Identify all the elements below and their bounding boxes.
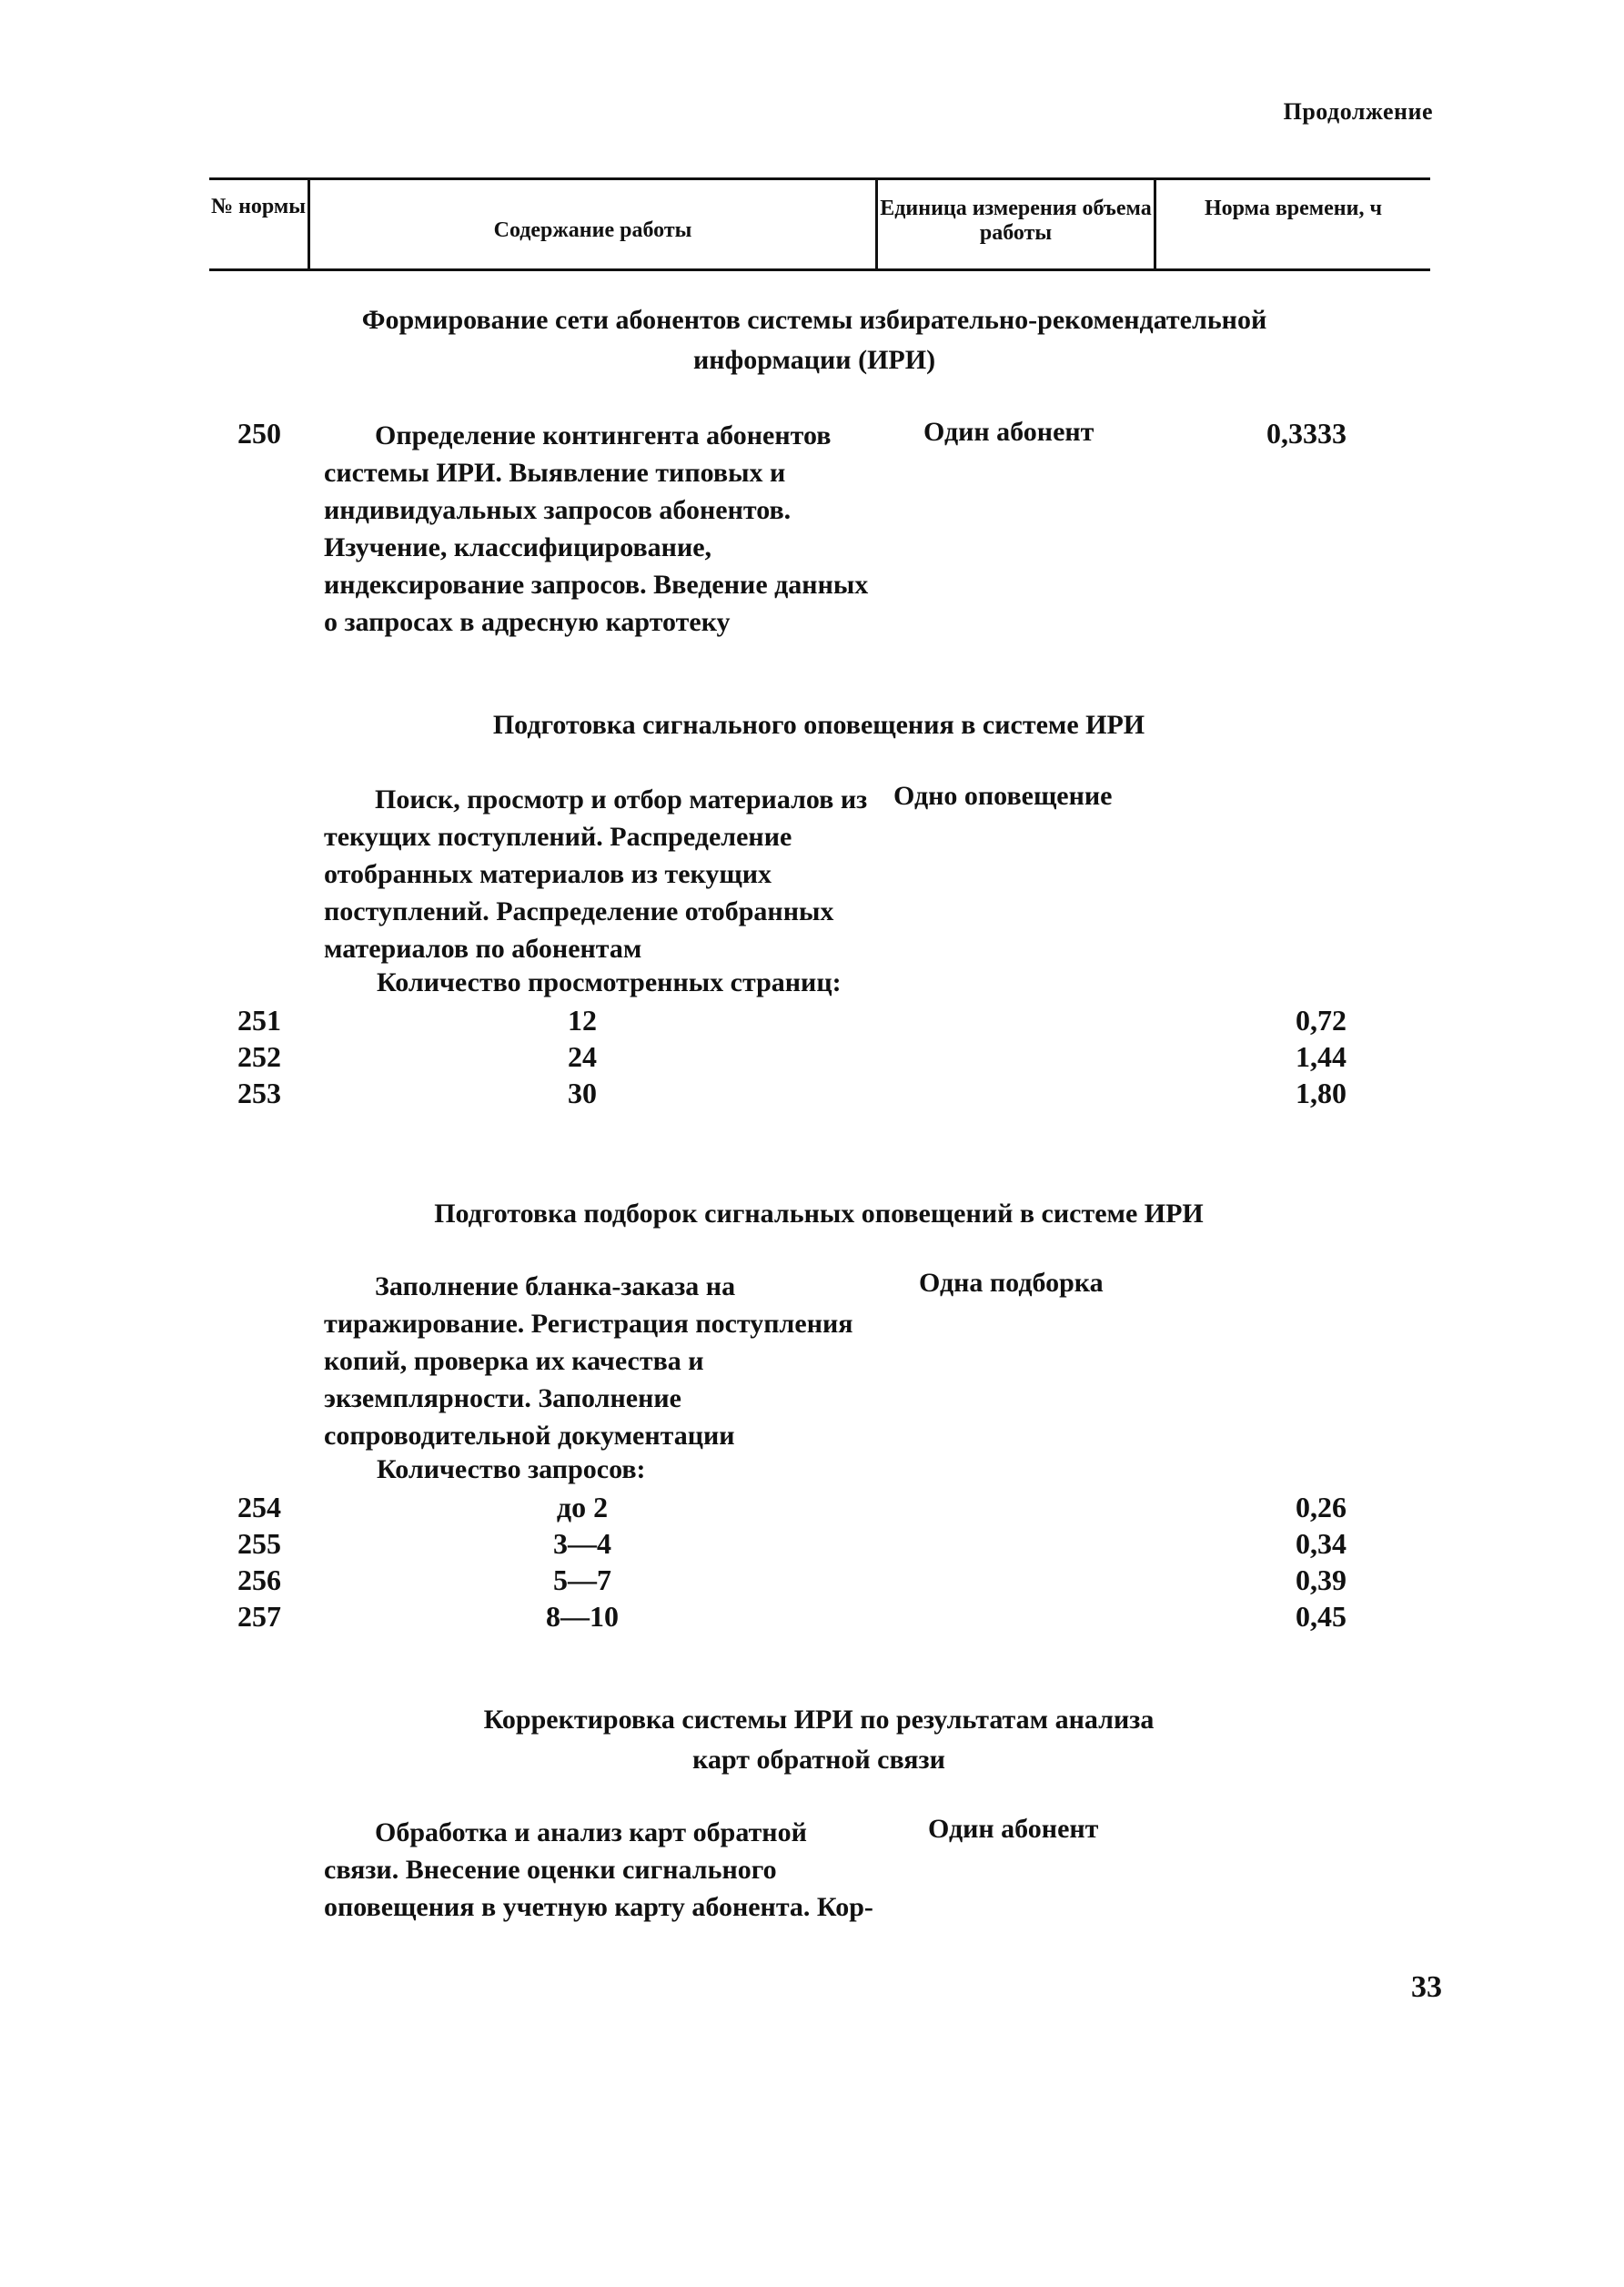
running-header: Продолжение xyxy=(1283,98,1433,125)
time-norm-value: 1,80 xyxy=(1296,1077,1347,1109)
parameter-value: до 2 xyxy=(556,1491,609,1523)
parameter-value: 30 xyxy=(568,1077,597,1109)
section-title: Подготовка подборок сигнальных оповещений в системе ИРИ xyxy=(434,1199,1204,1229)
header-content-column: Содержание работы xyxy=(493,218,692,242)
time-norm-value: 0,26 xyxy=(1296,1491,1347,1523)
norm-number: 257 xyxy=(237,1600,281,1633)
work-description: Определение контингента абонентов системы ИРИ. Выявление типовых и индивидуальных запросов абонентов. Изучение, классифицирование, индексирование запросов. Введение данных о запросах в адресную картотеку xyxy=(324,420,869,637)
norm-number: 250 xyxy=(237,417,281,450)
header-time-column: Норма времени, ч xyxy=(1205,197,1382,220)
section-title: Формирование сети абонентов системы избирательно-рекомендательной информации (ИРИ) xyxy=(361,305,1267,375)
norm-number: 252 xyxy=(237,1040,281,1073)
column-divider xyxy=(1154,180,1156,271)
norm-number: 256 xyxy=(237,1563,281,1596)
work-description: Поиск, просмотр и отбор материалов из текущих поступлений. Распределение отобранных материалов из текущих поступлений. Распределение отобранных материалов по абонентам xyxy=(324,784,868,964)
time-norm-value: 0,39 xyxy=(1296,1563,1347,1596)
unit-of-measure: Один абонент xyxy=(923,417,1094,447)
work-description: Обработка и анализ карт обратной связи. Внесение оценки сигнального оповещения в учетную карту абонента. Кор- xyxy=(324,1817,873,1922)
table-top-rule xyxy=(209,177,1430,180)
section-title: Подготовка сигнального оповещения в системе ИРИ xyxy=(492,710,1145,740)
parameter-label: Количество просмотренных страниц: xyxy=(377,967,842,997)
page-number: 33 xyxy=(1411,1970,1442,2004)
parameter-value: 5—7 xyxy=(553,1563,611,1596)
parameter-value: 8—10 xyxy=(546,1600,619,1633)
parameter-label: Количество запросов: xyxy=(377,1454,646,1484)
parameter-value: 24 xyxy=(568,1040,597,1073)
time-norm-value: 0,3333 xyxy=(1266,417,1347,450)
table-header-bottom-rule xyxy=(209,268,1430,271)
time-norm-value: 0,72 xyxy=(1296,1004,1347,1037)
parameter-value: 12 xyxy=(568,1004,597,1037)
time-norm-value: 1,44 xyxy=(1296,1040,1347,1073)
section-title: Корректировка системы ИРИ по результатам анализа карт обратной связи xyxy=(483,1705,1155,1775)
time-norm-value: 0,34 xyxy=(1296,1527,1347,1560)
parameter-value: 3—4 xyxy=(553,1527,611,1560)
unit-of-measure: Один абонент xyxy=(928,1814,1099,1844)
norm-number: 251 xyxy=(237,1004,281,1037)
norm-number: 253 xyxy=(237,1077,281,1109)
time-norm-value: 0,45 xyxy=(1296,1600,1347,1633)
header-number-column: № нормы xyxy=(210,195,306,218)
unit-of-measure: Одна подборка xyxy=(919,1268,1104,1298)
unit-of-measure: Одно оповещение xyxy=(893,781,1113,811)
header-unit-column: Единица измерения объема работы xyxy=(880,197,1152,245)
norm-number: 254 xyxy=(237,1491,281,1523)
norm-number: 255 xyxy=(237,1527,281,1560)
work-description: Заполнение бланка-заказа на тиражирование. Регистрация поступления копий, проверка их качества и экземплярности. Заполнение сопроводительной документации xyxy=(324,1271,853,1451)
